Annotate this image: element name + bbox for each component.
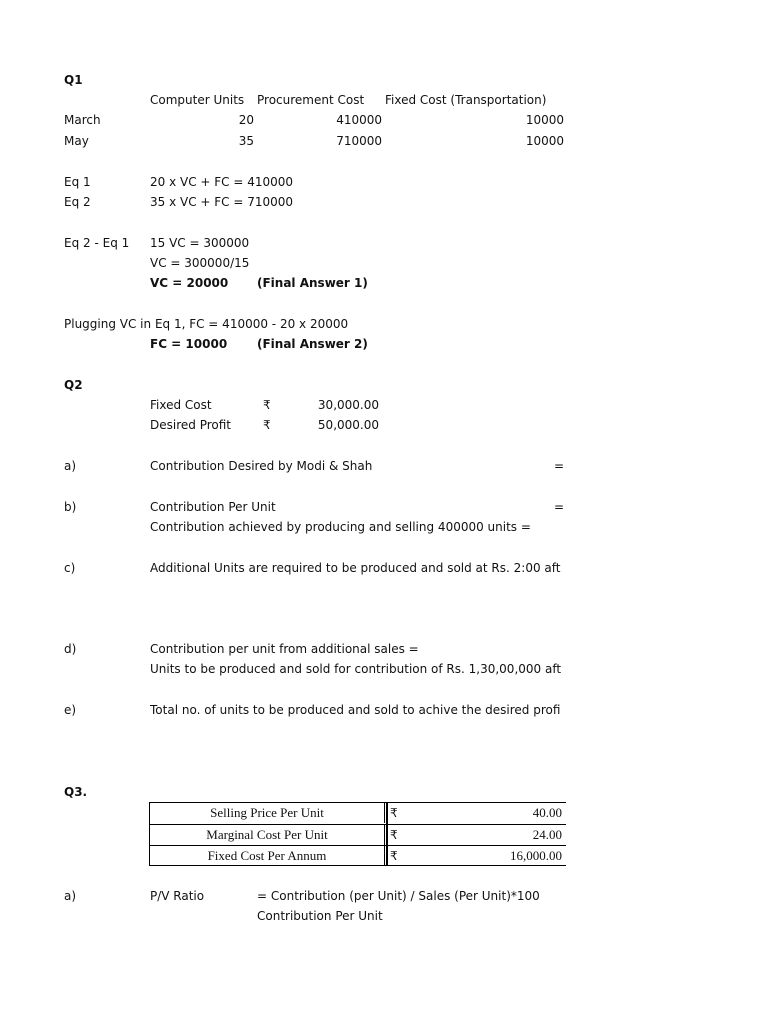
- q3-selling-price-value: 40.00: [532, 805, 562, 820]
- q1-eq2: 35 x VC + FC = 710000: [150, 195, 294, 209]
- q2-desired-profit-label: Desired Profit: [150, 418, 231, 432]
- q1-fc-result: FC = 10000: [150, 337, 228, 351]
- q3-contribution-label: Contribution Per Unit: [257, 909, 383, 923]
- q1-eq2-label: Eq 2: [64, 195, 91, 209]
- q2-e-label: e): [64, 703, 77, 717]
- q2-a-equals: =: [554, 459, 565, 473]
- q2-heading: Q2: [64, 378, 83, 392]
- q1-row-fixed: 10000: [525, 113, 564, 127]
- q1-header-fixed-cost: Fixed Cost (Transportation): [385, 93, 547, 107]
- q1-row-month: March: [64, 113, 101, 127]
- q1-eq1: 20 x VC + FC = 410000: [150, 175, 294, 189]
- table-row: [150, 845, 566, 866]
- q1-row-units: 35: [238, 134, 254, 148]
- q1-step2: VC = 300000/15: [150, 256, 250, 270]
- q1-row-month: May: [64, 134, 89, 148]
- table-row: [150, 803, 566, 823]
- q3-column-divider: [386, 802, 388, 866]
- q2-e-text: Total no. of units to be produced and sold to achive the desired profi: [150, 703, 561, 717]
- q2-d-text2: Units to be produced and sold for contribution of Rs. 1,30,00,000 aft: [150, 662, 562, 676]
- q1-row-cost: 410000: [336, 113, 382, 127]
- q2-c-label: c): [64, 561, 76, 575]
- table-row: [150, 824, 566, 845]
- q3-pv-formula: = Contribution (per Unit) / Sales (Per Unit)*100: [257, 889, 540, 903]
- q2-b-text2: Contribution achieved by producing and selling 400000 units =: [150, 520, 531, 534]
- q1-eqdiff-label: Eq 2 - Eq 1: [64, 236, 130, 250]
- q2-fixed-cost-currency: ₹: [263, 398, 271, 412]
- q1-row-units: 20: [238, 113, 254, 127]
- q2-b-label: b): [64, 500, 77, 514]
- q1-final-answer-2: (Final Answer 2): [257, 337, 368, 351]
- q3-heading: Q3.: [64, 785, 88, 799]
- q2-fixed-cost-value: 30,000.00: [317, 398, 379, 412]
- q3-a-label: a): [64, 889, 77, 903]
- q3-fixed-cost-label: Fixed Cost Per Annum: [150, 846, 385, 866]
- q1-final-answer-1: (Final Answer 1): [257, 276, 368, 290]
- q2-b-text: Contribution Per Unit: [150, 500, 276, 514]
- q3-selling-price-currency: ₹: [390, 806, 398, 820]
- q2-fixed-cost-label: Fixed Cost: [150, 398, 212, 412]
- q1-heading: Q1: [64, 73, 83, 87]
- q2-a-label: a): [64, 459, 77, 473]
- q1-header-computer-units: Computer Units: [150, 93, 245, 107]
- q1-header-procurement-cost: Procurement Cost: [257, 93, 365, 107]
- q1-row-cost: 710000: [336, 134, 382, 148]
- q2-b-equals: =: [554, 500, 565, 514]
- q3-marginal-cost-value: 24.00: [532, 827, 562, 842]
- q3-selling-price-label: Selling Price Per Unit: [150, 803, 385, 823]
- q1-eq1-label: Eq 1: [64, 175, 91, 189]
- q3-pv-label: P/V Ratio: [150, 889, 205, 903]
- q1-step1: 15 VC = 300000: [150, 236, 250, 250]
- q2-d-label: d): [64, 642, 77, 656]
- q1-row-fixed: 10000: [525, 134, 564, 148]
- q3-marginal-cost-currency: ₹: [390, 828, 398, 842]
- q3-fixed-cost-value: 16,000.00: [510, 848, 562, 863]
- q1-plugging: Plugging VC in Eq 1, FC = 410000 - 20 x 20000: [64, 317, 349, 331]
- q2-desired-profit-value: 50,000.00: [317, 418, 379, 432]
- q2-a-text: Contribution Desired by Modi & Shah: [150, 459, 373, 473]
- q3-cost-table: [149, 802, 566, 866]
- q2-desired-profit-currency: ₹: [263, 418, 271, 432]
- q1-vc-result: VC = 20000: [150, 276, 229, 290]
- q2-c-text: Additional Units are required to be produced and sold at Rs. 2:00 aft: [150, 561, 561, 575]
- q3-marginal-cost-label: Marginal Cost Per Unit: [150, 825, 385, 845]
- q2-d-text: Contribution per unit from additional sales =: [150, 642, 419, 656]
- q3-fixed-cost-currency: ₹: [390, 849, 398, 863]
